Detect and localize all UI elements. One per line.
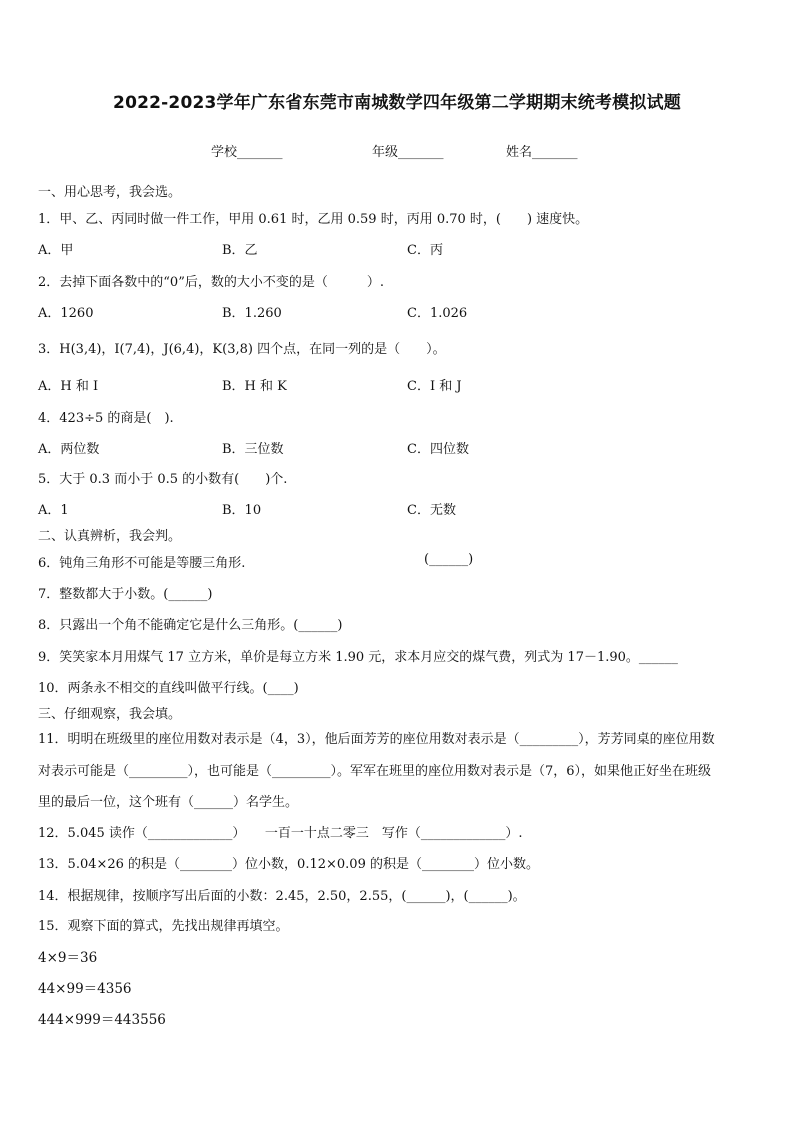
q5-option-c: C．无数 — [407, 503, 456, 518]
question-5: 5．大于 0.3 而小于 0.5 的小数有( )个. — [38, 472, 288, 487]
school-field: 学校_______ — [211, 145, 283, 160]
q5-option-b: B．10 — [222, 503, 262, 518]
q2-option-b: B．1.260 — [222, 306, 282, 321]
question-12: 12．5.045 读作（_____________） 一百一十点二零三 写作（_____________）. — [38, 826, 523, 841]
q4-option-c: C．四位数 — [407, 442, 469, 457]
question-8: 8．只露出一个角不能确定它是什么三角形。(______) — [38, 618, 343, 633]
question-4: 4．423÷5 的商是( ). — [38, 411, 174, 426]
question-11-line-3: 里的最后一位，这个班有（______）名学生。 — [38, 795, 299, 810]
section-heading-fill: 三、仔细观察，我会填。 — [38, 707, 182, 722]
q5-option-a: A．1 — [38, 503, 69, 518]
q3-option-a: A．H 和 I — [38, 379, 99, 394]
formula-1: 4×9＝36 — [38, 950, 98, 966]
question-14: 14．根据规律，按顺序写出后面的小数：2.45，2.50，2.55，(______)，(______)。 — [38, 889, 526, 904]
q4-option-b: B．三位数 — [222, 442, 284, 457]
q6-answer-blank[interactable]: (______) — [424, 552, 474, 567]
q2-option-c: C．1.026 — [407, 306, 468, 321]
formula-3: 444×999＝443556 — [38, 1012, 166, 1028]
name-field: 姓名_______ — [506, 145, 578, 160]
formula-2: 44×99＝4356 — [38, 981, 132, 997]
question-10: 10．两条永不相交的直线叫做平行线。(____) — [38, 681, 299, 696]
question-11-line-1: 11．明明在班级里的座位用数对表示是（4，3），他后面芳芳的座位用数对表示是（_________），芳芳同桌的座位用数 — [38, 732, 715, 747]
question-2: 2．去掉下面各数中的“0”后，数的大小不变的是（ ）. — [38, 275, 384, 290]
question-1: 1．甲、乙、丙同时做一件工作，甲用 0.61 时，乙用 0.59 时，丙用 0.70 时，( ) 速度快。 — [38, 212, 589, 227]
q3-option-c: C．I 和 J — [407, 379, 462, 394]
question-9: 9．笑笑家本月用煤气 17 立方米，单价是每立方米 1.90 元，求本月应交的煤气费，列式为 17－1.90。______ — [38, 650, 678, 665]
question-15: 15．观察下面的算式，先找出规律再填空。 — [38, 919, 289, 934]
q3-option-b: B．H 和 K — [222, 379, 287, 394]
q1-option-b: B．乙 — [222, 243, 258, 258]
q1-option-a: A．甲 — [38, 243, 74, 258]
question-7: 7．整数都大于小数。(______) — [38, 587, 213, 602]
section-heading-choice: 一、用心思考，我会选。 — [38, 185, 182, 200]
q4-option-a: A．两位数 — [38, 442, 100, 457]
question-6: 6．钝角三角形不可能是等腰三角形. — [38, 556, 246, 571]
grade-field: 年级_______ — [372, 145, 444, 160]
q1-option-c: C．丙 — [407, 243, 443, 258]
section-heading-judge: 二、认真辨析，我会判。 — [38, 529, 182, 544]
page-title: 2022-2023学年广东省东莞市南城数学四年级第二学期期末统考模拟试题 — [113, 93, 681, 113]
question-3: 3．H(3,4)，I(7,4)，J(6,4)，K(3,8) 四个点，在同一列的是（ ）。 — [38, 342, 446, 357]
q2-option-a: A．1260 — [38, 306, 94, 321]
question-13: 13．5.04×26 的积是（________）位小数，0.12×0.09 的积是（________）位小数。 — [38, 857, 539, 872]
question-11-line-2: 对表示可能是（_________），也可能是（_________）。军军在班里的座位用数对表示是（7，6），如果他正好坐在班级 — [38, 764, 712, 779]
